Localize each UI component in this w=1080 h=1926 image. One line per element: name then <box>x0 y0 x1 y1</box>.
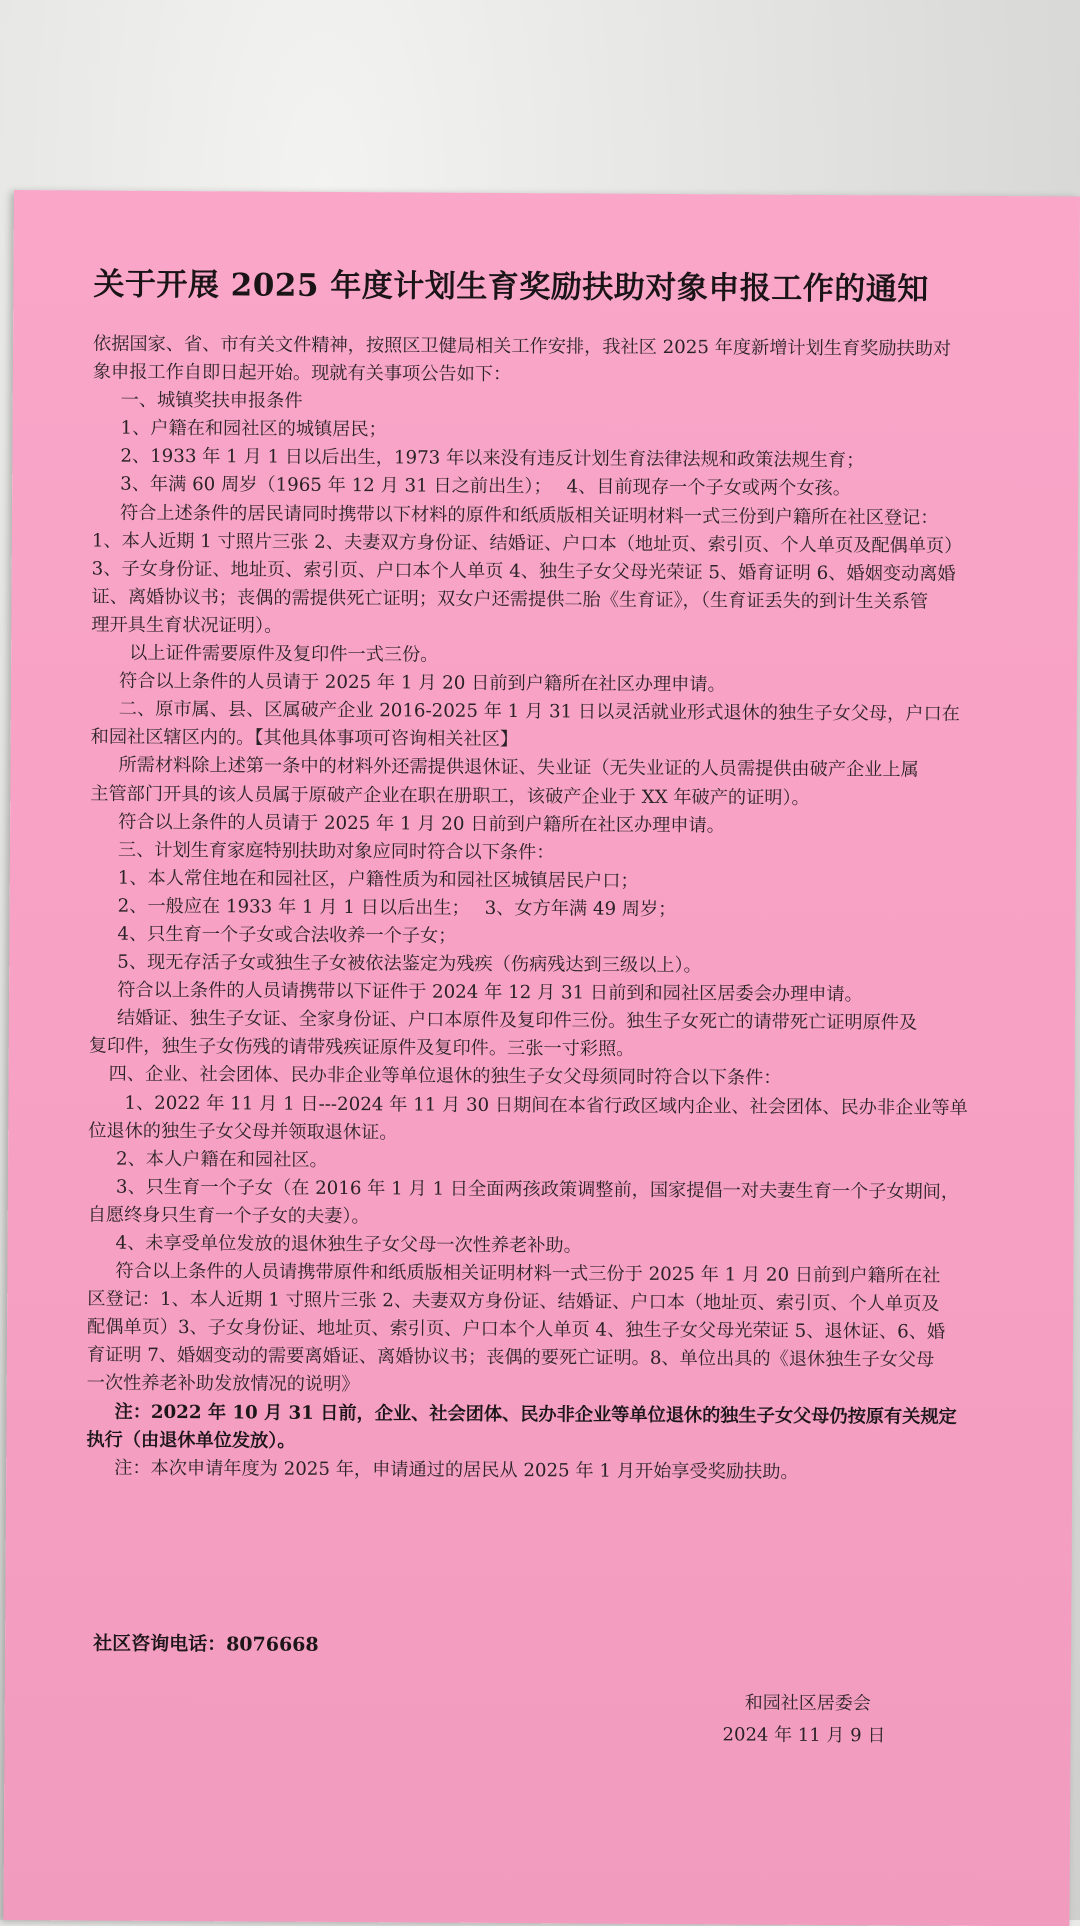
notice-line: 符合以上条件的人员请携带以下证件于 2024 年 12 月 31 日前到和园社区居委会办理申请。 <box>117 979 863 1006</box>
signature-org: 和园社区居委会 <box>744 1692 871 1715</box>
notice-line: 1、本人常住地在和园社区，户籍性质为和园社区城镇居民户口； <box>117 867 639 892</box>
notice-line: 1、2022 年 11 月 1 日---2024 年 11 月 30 日期间在本省行政区域内企业、社会团体、民办非企业等单 <box>124 1092 968 1119</box>
notice-line: 三、计划生育家庭特别扶助对象应同时符合以下条件： <box>117 839 555 864</box>
notice-line: 证、离婚协议书；丧偶的需提供死亡证明；双女户还需提供二胎《生育证》，（生育证丢失的到计生关系管 <box>91 586 929 613</box>
notice-title: 关于开展 2025 年度计划生育奖励扶助对象申报工作的通知 <box>93 266 929 308</box>
notice-line: 2、本人户籍在和园社区。 <box>116 1148 328 1171</box>
notice-line: 符合上述条件的居民请同时携带以下材料的原件和纸质版相关证明材料一式三份到户籍所在社区登记： <box>119 502 939 529</box>
notice-line: 一次性养老补助发放情况的说明》 <box>86 1372 360 1396</box>
notice-line: 所需材料除上述第一条中的材料外还需提供退休证、失业证（无失业证的人员需提供由破产企业上属 <box>118 755 919 781</box>
notice-line: 1、户籍在和园社区的城镇居民； <box>120 417 387 441</box>
notice-line: 复印件，独生子女伤残的请带残疾证原件及复印件。三张一寸彩照。 <box>88 1035 635 1061</box>
notice-line: 一、城镇奖扶申报条件 <box>120 389 303 412</box>
notice-line: 以上证件需要原件及复印件一式三份。 <box>129 642 439 666</box>
notice-body <box>86 330 1063 1488</box>
notice-line: 自愿终身只生育一个子女的夫妻）。 <box>87 1204 370 1228</box>
notice-line: 1、本人近期 1 寸照片三张 2、夫妻双方身份证、结婚证、户口本（地址页、索引页、个人单页及配偶单页） <box>91 530 963 557</box>
pink-notice-paper <box>3 190 1080 1926</box>
signature-block <box>722 1687 886 1752</box>
notice-line: 二、原市属、县、区属破产企业 2016-2025 年 1 月 31 日以灵活就业形式退休的独生子女父母，户口在 <box>118 698 960 726</box>
notice-line: 区登记：1、本人近期 1 寸照片三张 2、夫妻双方身份证、结婚证、户口本（地址页、索引页、个人单页及 <box>87 1288 940 1315</box>
notice-line: 育证明 7、婚姻变动的需要离婚证、离婚协议书；丧偶的要死亡证明。8、单位出具的《退休独生子女父母 <box>86 1344 935 1372</box>
notice-line: 象申报工作自即日起开始。现就有关事项公告如下： <box>92 361 512 386</box>
notice-line: 2、一般应在 1933 年 1 月 1 日以后出生； 3、女方年满 49 周岁； <box>117 895 677 920</box>
consult-phone: 社区咨询电话：8076668 <box>93 1632 319 1656</box>
notice-line: 四、企业、社会团体、民办非企业等单位退休的独生子女父母须同时符合以下条件： <box>108 1064 782 1090</box>
notice-line: 符合以上条件的人员请于 2025 年 1 月 20 日前到户籍所在社区办理申请。 <box>118 811 725 836</box>
notice-line: 主管部门开具的该人员属于原破产企业在职在册职工，该破产企业于 XX 年破产的证明）。 <box>90 782 810 809</box>
notice-line: 3、子女身份证、地址页、索引页、户口本个人单页 4、独生子女父母光荣证 5、婚育证明 6、婚姻变动离婚 <box>91 558 956 585</box>
notice-line: 注：2022 年 10 月 31 日前，企业、社会团体、民办非企业等单位退休的独生子女父母仍按原有关规定 <box>114 1401 957 1428</box>
notice-line: 2、1933 年 1 月 1 日以后出生，1973 年以来没有违反计划生育法律法规和政策法规生育； <box>120 446 865 472</box>
notice-line: 5、现无存活子女或独生子女被依法鉴定为残疾（伤病残达到三级以上）。 <box>117 951 702 977</box>
notice-line: 执行（由退休单位发放）。 <box>86 1429 296 1452</box>
notice-line: 4、未享受单位发放的退休独生子女父母一次性养老补助。 <box>115 1232 582 1257</box>
notice-line: 理开具生育状况证明）。 <box>91 614 283 637</box>
notice-line: 注：本次申请年度为 2025 年，申请通过的居民从 2025 年 1 月开始享受奖励扶助。 <box>114 1457 799 1483</box>
notice-line: 结婚证、独生子女证、全家身份证、户口本原件及复印件三份。独生子女死亡的请带死亡证明原件及 <box>116 1007 918 1034</box>
notice-line: 配偶单页）3、子女身份证、地址页、索引页、户口本个人单页 4、独生子女父母光荣证 5、退休证、6、婚 <box>86 1316 946 1343</box>
notice-line: 符合以上条件的人员请携带原件和纸质版相关证明材料一式三份于 2025 年 1 月 20 日前到户籍所在社 <box>115 1260 941 1287</box>
notice-line: 4、只生育一个子女或合法收养一个子女； <box>117 923 457 947</box>
notice-line: 依据国家、省、市有关文件精神，按照区卫健局相关工作安排，我社区 2025 年度新增计划生育奖励扶助对 <box>92 333 952 360</box>
notice-line: 3、年满 60 周岁（1965 年 12 月 31 日之前出生）； 4、目前现存一个子女或两个女孩。 <box>120 474 851 500</box>
notice-line: 符合以上条件的人员请于 2025 年 1 月 20 日前到户籍所在社区办理申请。 <box>118 670 726 696</box>
notice-line: 3、只生育一个子女（在 2016 年 1 月 1 日全面两孩政策调整前，国家提倡一对夫妻生育一个子女期间， <box>115 1176 960 1203</box>
notice-line: 位退休的独生子女父母并领取退休证。 <box>88 1120 398 1143</box>
signature-date: 2024 年 11 月 9 日 <box>722 1724 886 1747</box>
notice-line: 和园社区辖区内的。【其他具体事项可咨询相关社区】 <box>90 726 519 751</box>
